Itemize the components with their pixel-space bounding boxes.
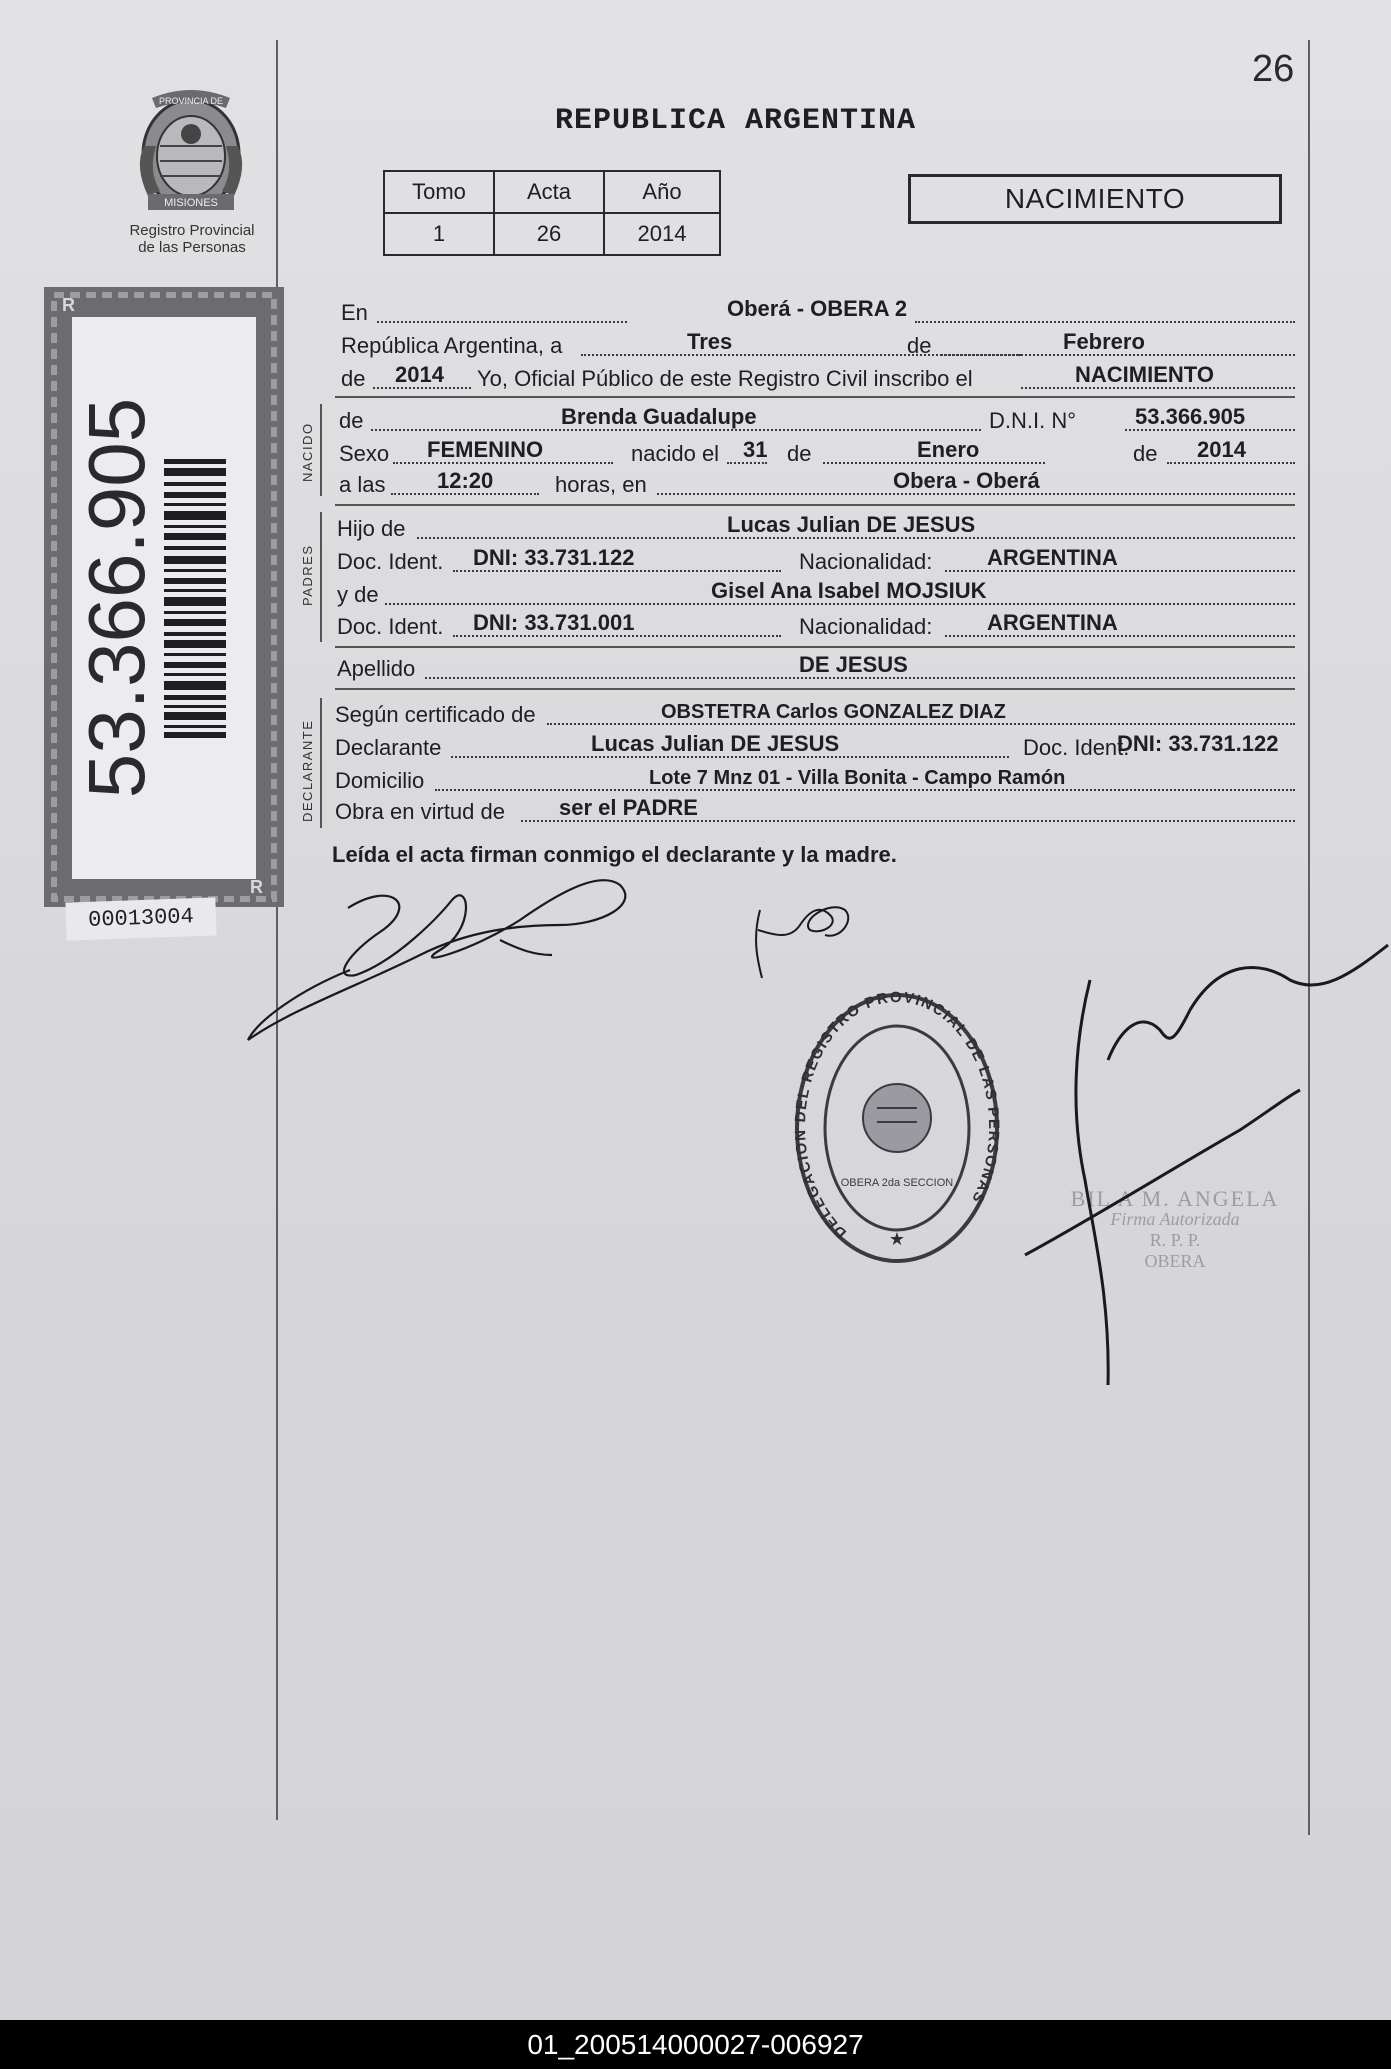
value-mes-nac: Enero xyxy=(917,437,980,462)
official-stamp xyxy=(1060,1188,1290,1272)
value-padre-nac: ARGENTINA xyxy=(987,545,1118,570)
row-apellido xyxy=(335,654,1295,684)
seal-ring-text: DELEGACION DEL REGISTRO PROVINCIAL DE LAS PERSONAS xyxy=(792,990,1002,1242)
row-nombre xyxy=(335,406,1295,436)
section-declarante: DECLARANTE xyxy=(300,719,315,822)
row-padre-doc xyxy=(335,547,1295,577)
barcode-label xyxy=(44,287,284,907)
official-stamp-office: R. P. P. xyxy=(1149,1230,1201,1250)
official-stamp-name: BIL A M. ANGELA xyxy=(1070,1186,1280,1211)
register-table xyxy=(383,170,721,256)
value-anio-nac: 2014 xyxy=(1197,437,1246,462)
logo-arc-text: PROVINCIA DE xyxy=(158,96,224,106)
value-anio: 2014 xyxy=(604,213,720,255)
row-sexo xyxy=(335,439,1295,469)
label-obra: Obra en virtud de xyxy=(335,799,505,824)
separator-3 xyxy=(335,646,1295,648)
label-en: En xyxy=(341,300,368,325)
row-inscripcion xyxy=(335,364,1295,394)
value-dia-letras: Tres xyxy=(687,329,733,354)
label-yo: Yo, Oficial Público de este Registro Civil inscribo el xyxy=(477,366,973,391)
value-dia-nac: 31 xyxy=(743,437,768,462)
value-dni: 53.366.905 xyxy=(1135,404,1246,429)
label-dni: D.N.I. N° xyxy=(989,408,1077,433)
mother-signature xyxy=(756,907,848,978)
value-lugar: Oberá - OBERA 2 xyxy=(727,296,908,321)
value-mes-inscripcion: Febrero xyxy=(1063,329,1145,354)
value-certificado: OBSTETRA Carlos GONZALEZ DIAZ xyxy=(661,701,1006,723)
label-domicilio: Domicilio xyxy=(335,768,425,793)
value-apellido: DE JESUS xyxy=(799,652,908,677)
declarant-signature xyxy=(248,880,625,1040)
label-de-nombre: de xyxy=(339,408,364,433)
separator-1 xyxy=(335,396,1295,398)
separator-4 xyxy=(335,688,1295,690)
value-anio-inscripcion: 2014 xyxy=(395,362,444,387)
registry-seal xyxy=(792,990,1002,1270)
section-line-nacido xyxy=(320,404,322,496)
value-sexo: FEMENINO xyxy=(427,437,544,462)
right-margin-line xyxy=(1308,40,1310,1835)
record-type-box: NACIMIENTO xyxy=(908,174,1282,224)
label-republica: República Argentina, a xyxy=(341,333,563,358)
logo-caption xyxy=(112,222,272,256)
register-table-value-row xyxy=(384,213,720,255)
logo-ribbon-text: MISIONES xyxy=(164,197,218,209)
label-declarante: Declarante xyxy=(335,735,442,760)
logo-caption-line1: Registro Provincial xyxy=(129,222,255,239)
row-domicilio xyxy=(335,766,1295,796)
section-padres: PADRES xyxy=(300,544,315,606)
label-apellido: Apellido xyxy=(337,656,416,681)
value-madre-doc: DNI: 33.731.001 xyxy=(473,610,635,635)
row-madre xyxy=(335,580,1295,610)
section-line-declarante xyxy=(320,698,322,828)
label-nacionalidad-padre: Nacionalidad: xyxy=(799,549,933,574)
label-nacido-el: nacido el xyxy=(631,441,720,466)
value-declarante-doc: DNI: 33.731.122 xyxy=(1117,731,1279,756)
row-fecha-inscripcion xyxy=(335,331,1295,361)
value-tomo: 1 xyxy=(384,213,494,255)
label-doc-ident-padre: Doc. Ident. xyxy=(337,549,444,574)
label-y-de: y de xyxy=(337,582,379,607)
value-padre-doc: DNI: 33.731.122 xyxy=(473,545,635,570)
separator-2 xyxy=(335,504,1295,506)
label-nacionalidad-madre: Nacionalidad: xyxy=(799,614,933,639)
seal-star-icon: ★ xyxy=(888,1229,906,1249)
official-stamp-city: OBERA xyxy=(1144,1251,1206,1271)
section-nacido: NACIDO xyxy=(300,422,315,482)
value-nombre: Brenda Guadalupe xyxy=(561,404,757,429)
row-padre xyxy=(335,514,1295,544)
value-obra: ser el PADRE xyxy=(559,795,698,820)
row-declarante xyxy=(335,733,1295,763)
value-padre: Lucas Julian DE JESUS xyxy=(727,512,976,537)
row-hora xyxy=(335,470,1295,500)
label-doc-ident-madre: Doc. Ident. xyxy=(337,614,444,639)
label-de-anio: de xyxy=(1133,441,1158,466)
value-domicilio: Lote 7 Mnz 01 - Villa Bonita - Campo Ramón xyxy=(649,767,1066,789)
value-tipo-inscripcion: NACIMIENTO xyxy=(1075,362,1214,387)
label-de-2: de xyxy=(341,366,366,391)
row-lugar xyxy=(335,298,1295,328)
register-table-header-row xyxy=(384,171,720,213)
header-anio: Año xyxy=(604,171,720,213)
header-acta: Acta xyxy=(494,171,604,213)
label-de-mes: de xyxy=(787,441,812,466)
header-tomo: Tomo xyxy=(384,171,494,213)
country-title: REPUBLICA ARGENTINA xyxy=(554,104,917,138)
official-signature xyxy=(1025,945,1388,1385)
label-sexo: Sexo xyxy=(339,441,390,466)
label-corner-letter-bottom: R xyxy=(250,877,263,897)
section-line-padres xyxy=(320,512,322,642)
value-madre-nac: ARGENTINA xyxy=(987,610,1118,635)
value-lugar-nac: Obera - Oberá xyxy=(893,468,1040,493)
page-number: 26 xyxy=(1252,48,1295,90)
row-madre-doc xyxy=(335,612,1295,642)
label-doc-ident-declarante: Doc. Ident. xyxy=(1023,735,1130,760)
serial-number: 00013004 xyxy=(65,897,216,940)
label-corner-letter-top: R xyxy=(62,295,75,315)
row-obra xyxy=(335,797,1295,827)
label-de-1: de xyxy=(907,333,932,358)
official-stamp-role: Firma Autorizada xyxy=(1110,1209,1240,1229)
label-hijo-de: Hijo de xyxy=(337,516,406,541)
barcode-number: 53.366.905 xyxy=(72,397,161,799)
value-madre: Gisel Ana Isabel MOJSIUK xyxy=(711,578,987,603)
label-a-las: a las xyxy=(339,472,386,497)
label-segun: Según certificado de xyxy=(335,702,536,727)
closing-statement: Leída el acta firman conmigo el declarante y la madre. xyxy=(332,842,897,867)
value-acta: 26 xyxy=(494,213,604,255)
seal-inner-text: OBERA 2da SECCION xyxy=(840,1177,954,1189)
value-hora: 12:20 xyxy=(437,468,494,493)
value-declarante: Lucas Julian DE JESUS xyxy=(591,731,840,756)
footer-file-id: 01_200514000027-006927 xyxy=(0,2020,1391,2069)
label-horas-en: horas, en xyxy=(555,472,647,497)
row-certificado xyxy=(335,700,1295,730)
logo-caption-line2: de las Personas xyxy=(138,239,246,256)
